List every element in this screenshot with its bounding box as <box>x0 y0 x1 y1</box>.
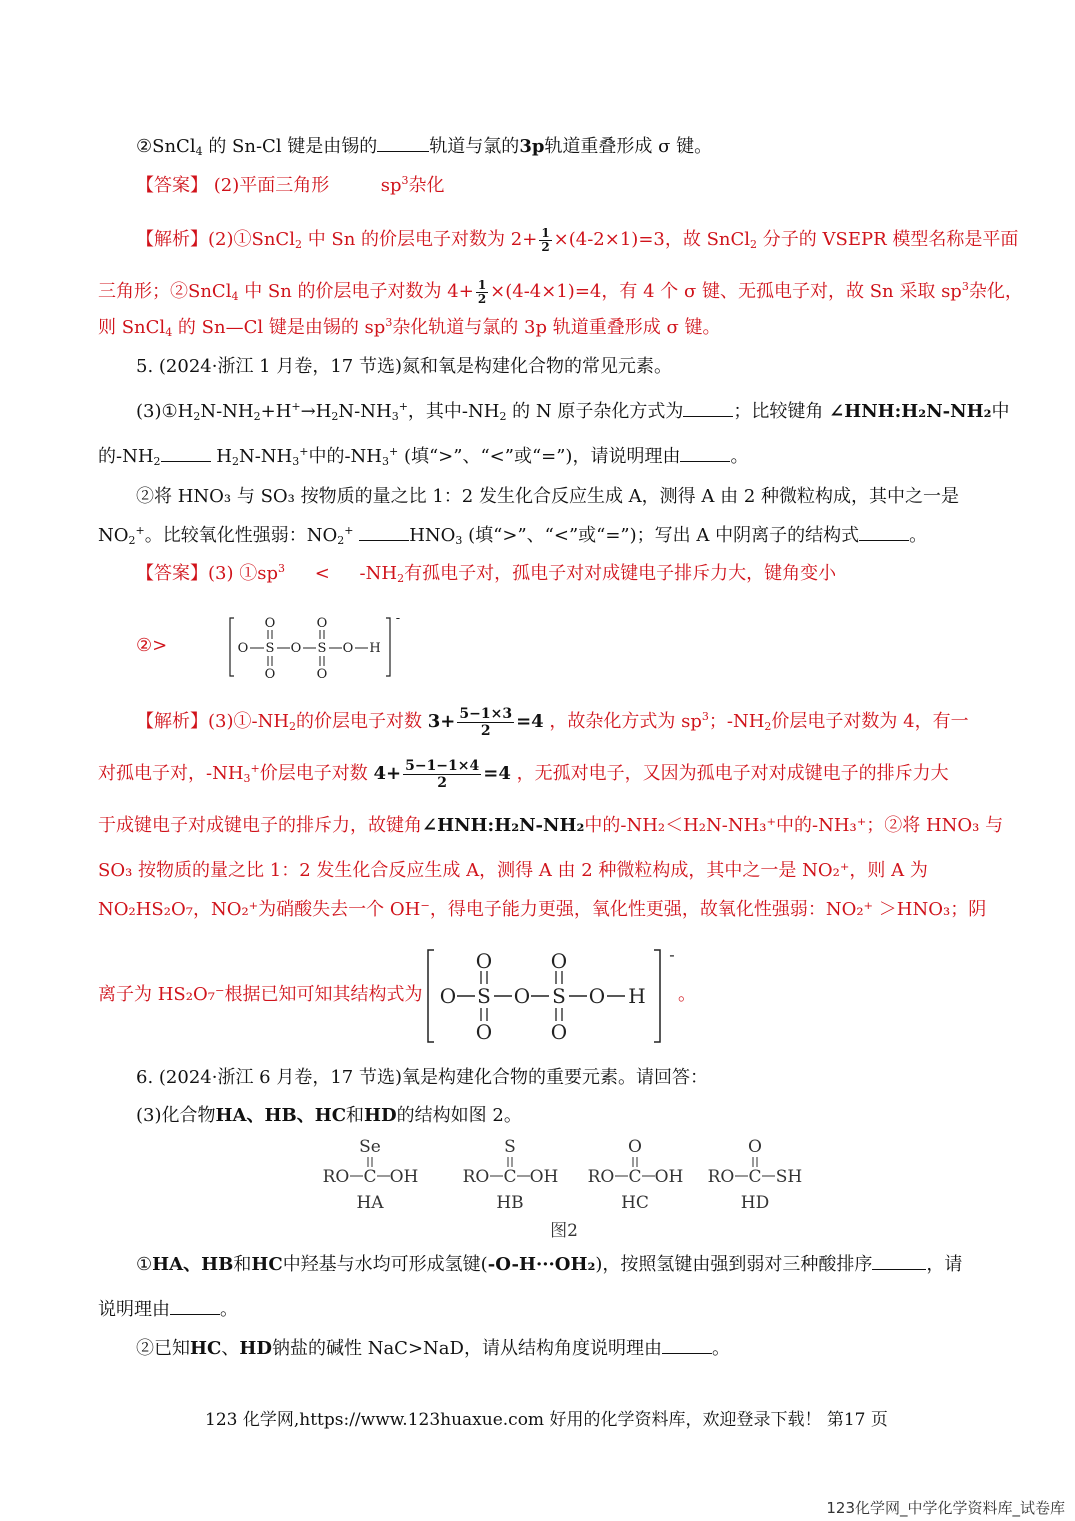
q5-line1: $(3)①H_2N-NH_2+H^+\to H_2N-NH_3^+$，其中$-NH_2$ 的 N 原子杂化方式为 ；比较键角 ∠HNH:H₂N-NH₂中 <box>136 400 1010 423</box>
atom-o: O <box>342 641 354 656</box>
fraction-half: $\frac{1}{2}$ <box>541 225 550 254</box>
answer-blank <box>359 540 409 541</box>
molecule-name: HC <box>621 1193 649 1213</box>
group-left: RO <box>322 1167 350 1187</box>
group-left: RO <box>462 1167 490 1187</box>
atom-o: O <box>237 641 249 656</box>
molecule-hb <box>463 1137 559 1213</box>
molecule-name: HA <box>356 1193 384 1213</box>
q5-title: 5. (2024·浙江 1 月卷，17 节选)氮和氧是构建化合物的常见元素。 <box>136 356 672 377</box>
q5-explanation-line1: 【解析】$(3)①-NH_2$的价层电子对数 3+ $\frac{5-1\times 3}{2}$ =4 ，故杂化方式为 $sp^3$；$-NH_2$价层电子对数为 4，有一 <box>136 705 969 739</box>
atom-s: S <box>317 641 327 656</box>
q6-q2-line: ②已知HC、HD钠盐的碱性 NaC>NaD，请从结构角度说明理由 。 <box>136 1338 730 1359</box>
q5-explanation-line2: 对孤电子对，$-NH_3^+$价层电子对数 4+ $\frac{5-1-1\times 4}{2}$ =4 ，无孤对电子，又因为孤电子对对成键电子的排斥力大 <box>98 757 949 791</box>
atom-top: S <box>504 1137 516 1157</box>
group-left: RO <box>707 1167 735 1187</box>
q6-title: 6. (2024·浙江 6 月卷，17 节选)氧是构建化合物的重要元素。请回答： <box>136 1067 708 1088</box>
atom-o: O <box>264 616 276 631</box>
q6-q1-line: ①HA、HB和HC中羟基与水均可形成氢键(-O-H···OH₂)，按照氢键由强到弱对三种酸排序 ，请 <box>136 1254 963 1275</box>
answer-blank <box>161 461 211 462</box>
q6-q1-reason: 说明理由 。 <box>98 1299 238 1320</box>
atom-h: H <box>628 984 646 1008</box>
bond-angle-label: ∠HNH:H₂N-NH₂ <box>422 815 585 836</box>
atom-top: Se <box>359 1137 381 1157</box>
hs2o7-structure-large <box>424 946 680 1046</box>
group-right: OH <box>654 1167 684 1187</box>
atom-o: O <box>264 667 276 682</box>
figure-caption: 图2 <box>550 1221 578 1241</box>
q6-line1: (3)化合物HA、HB、HC和HD的结构如图 2。 <box>136 1105 522 1126</box>
atom-s: S <box>552 984 566 1008</box>
atom-s: S <box>477 984 491 1008</box>
answer-blank <box>377 151 429 152</box>
answer-blank <box>859 540 909 541</box>
q4-explanation-line3: 则 SnCl$_4$ 的 Sn—Cl 键是由锡的 $sp^3$杂化轨道与氯的 3p 轨道重叠形成 σ 键。 <box>98 316 721 339</box>
atom-o: O <box>290 641 302 656</box>
fraction: $\frac{5-1\times 3}{2}$ <box>459 705 513 739</box>
atom-top: O <box>748 1137 762 1157</box>
answer-blank <box>680 461 730 462</box>
charge: - <box>669 946 675 964</box>
answer-blank <box>872 1269 926 1270</box>
atom-top: O <box>628 1137 642 1157</box>
group-right: OH <box>389 1167 419 1187</box>
atom-o: O <box>316 616 328 631</box>
atom-o: O <box>475 949 493 973</box>
molecule-hc <box>588 1137 684 1213</box>
hs2o7-structure-small <box>226 612 406 682</box>
q5-explanation-line6: 离子为 HS₂O₇⁻根据已知可知其结构式为 <box>98 984 423 1005</box>
figure-2-structures <box>310 1130 820 1245</box>
q5-answer: 【答案】(3) $①sp^3 < -NH_2$有孤电子对，孤电子对对成键电子排斥力大，键角变小 <box>136 562 837 585</box>
q5-explanation-end: 。 <box>678 984 696 1005</box>
atom-center: C <box>363 1167 377 1187</box>
atom-center: C <box>503 1167 517 1187</box>
watermark: 123化学网_中学化学资料库_试卷库 <box>826 1499 1065 1517</box>
molecule-ha <box>323 1137 419 1213</box>
atom-center: C <box>628 1167 642 1187</box>
q5-line4: $NO_2^+$。比较氧化性强弱：$NO_2^+$ $HNO_3$ (填“>”、“<”或“=”)；写出 A 中阴离子的结构式 。 <box>98 524 928 547</box>
molecule-hd <box>708 1137 803 1213</box>
atom-o: O <box>588 984 606 1008</box>
q5-line2: 的$-NH_2$ $H_2N-NH_3^+$中的$-NH_3^+$ (填“>”、“<”或“=”)，请说明理由 。 <box>98 445 749 468</box>
atom-center: C <box>748 1167 762 1187</box>
answer-blank <box>683 416 733 417</box>
atom-s: S <box>265 641 275 656</box>
q5-line3: ②将 HNO₃ 与 SO₃ 按物质的量之比 1：2 发生化合反应生成 A，测得 A 由 2 种微粒构成，其中之一是 <box>136 486 960 507</box>
group-right: SH <box>775 1167 803 1187</box>
sncl4-question-line: ②SnCl$_4$ 的 Sn-Cl 键是由锡的 轨道与氯的3p轨道重叠形成 σ 键。 <box>136 136 713 158</box>
bond-angle-label: ∠HNH:H₂N-NH₂ <box>829 401 992 422</box>
molecule-name: HD <box>740 1193 770 1213</box>
fraction: $\frac{5-1-1\times 4}{2}$ <box>405 757 480 791</box>
group-left: RO <box>587 1167 615 1187</box>
atom-o: O <box>475 1020 493 1044</box>
atom-o: O <box>550 949 568 973</box>
q5-explanation-line5: NO₂HS₂O₇，NO₂⁺为硝酸失去一个 OH⁻，得电子能力更强，氧化性更强，故氧化性强弱：NO₂⁺ ＞HNO₃；阴 <box>98 899 987 920</box>
q4-explanation-line1: 【解析】(2)①SnCl$_2$ 中 Sn 的价层电子对数为 2+ $\frac{1}{2}$ ×(4-2×1)=3，故 SnCl$_2$ 分子的 VSEPR 模型名称是平面 <box>136 225 1019 254</box>
fraction-half: $\frac{1}{2}$ <box>477 277 487 306</box>
atom-h: H <box>369 641 381 656</box>
answer-blank <box>170 1314 220 1315</box>
atom-o: O <box>439 984 457 1008</box>
q5-answer-2: ②> <box>136 635 168 656</box>
molecule-name: HB <box>496 1193 524 1213</box>
q4-answer: 【答案】 (2)平面三角形 $sp^3$杂化 <box>136 174 445 196</box>
charge: - <box>395 612 401 626</box>
atom-o: O <box>513 984 531 1008</box>
q5-explanation-line3: 于成键电子对成键电子的排斥力，故键角∠HNH:H₂N-NH₂中的-NH₂＜H₂N-NH₃⁺中的-NH₃⁺；②将 HNO₃ 与 <box>98 815 1004 836</box>
q4-explanation-line2: 三角形；②SnCl$_4$ 中 Sn 的价层电子对数为 4+ $\frac{1}{2}$ ×(4-4×1)=4，有 4 个 σ 键、无孤电子对，故 Sn 采取 $sp^3$杂化， <box>98 277 1023 306</box>
atom-o: O <box>316 667 328 682</box>
page-footer: 123 化学网,https://www.123huaxue.com 好用的化学资料库，欢迎登录下载！ 第17 页 <box>205 1410 888 1430</box>
group-right: OH <box>529 1167 559 1187</box>
atom-o: O <box>550 1020 568 1044</box>
answer-blank <box>662 1353 712 1354</box>
q5-explanation-line4: SO₃ 按物质的量之比 1：2 发生化合反应生成 A，测得 A 由 2 种微粒构成，其中之一是 NO₂⁺，则 A 为 <box>98 860 928 881</box>
